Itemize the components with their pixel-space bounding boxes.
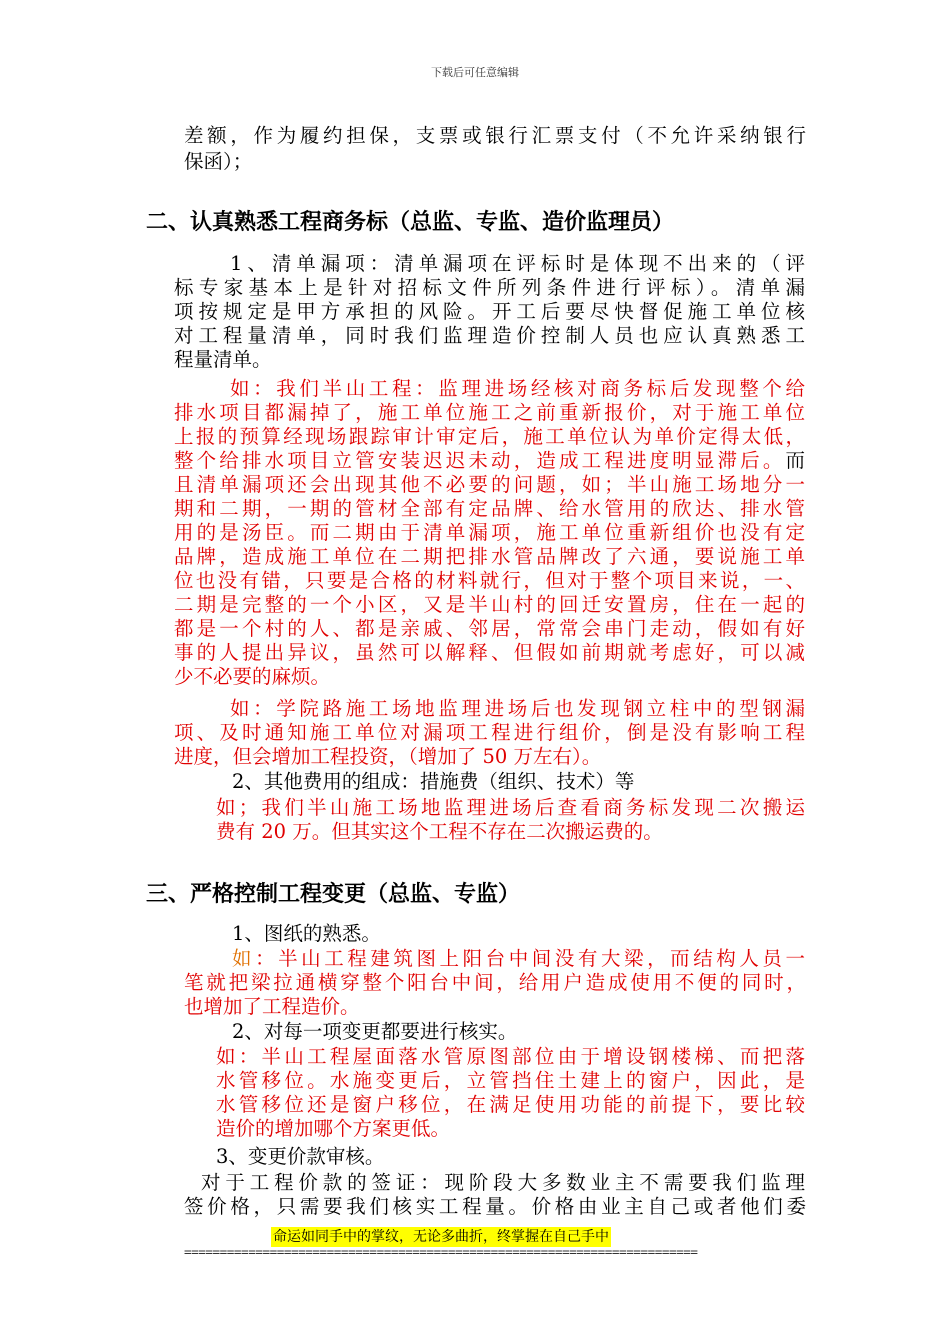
text-line: 1、图纸的熟悉。 [232,922,381,945]
text-line: 1、清单漏项：清单漏项在评标时是体现不出来的（评 [230,252,810,275]
example-line: 也增加了工程造价。 [184,995,360,1018]
text-line: 3、变更价款审核。 [216,1145,385,1168]
text-line: 对于工程价款的签证：现阶段大多数业主不需要我们监理 [201,1171,810,1194]
text-line: 程量清单。 [174,348,272,371]
example-line: 如：学院路施工场地监理进场后也发现钢立柱中的型钢漏 [230,697,809,720]
example-line: 水管移位。水施变更后，立管挡住土建上的窗户，因此，是 [216,1069,809,1092]
example-line: 水管移位还是窗户移位，在满足使用功能的前提下，要比较 [216,1093,809,1116]
text-line: 项按规定是甲方承担的风险。开工后要尽快督促施工单位核 [174,300,810,323]
example-line: 费有 20 万。但其实这个工程不存在二次搬运费的。 [216,820,663,843]
example-line: 事的人提出异议，虽然可以解释、但假如前期就考虑好，可以减 [174,641,809,664]
section-heading: 三、严格控制工程变更（总监、专监） [146,881,521,907]
text-line: 2、其他费用的组成：措施费（组织、技术）等 [232,770,635,793]
text-line: 保函）； [184,150,253,173]
example-line: 品牌，造成施工单位在二期把排水管品牌改了六通，要说施工单 [174,545,809,568]
page-header: 下载后可任意编辑 [431,66,519,79]
example-line: 位也没有错，只要是合格的材料就行，但对于整个项目来说，一、 [174,569,808,592]
example-line: 项、及时通知施工单位对漏项工程进行组价，倒是没有影响工程 [174,721,809,744]
example-text: ：半山工程建筑图上阳台中间没有大梁，而结构人员一 [255,947,809,970]
section-heading: 二、认真熟悉工程商务标（总监、专监、造价监理员） [146,209,675,235]
text-line: 签价格，只需要我们核实工程量。价格由业主自己或者他们委 [184,1195,810,1218]
example-line [174,449,809,473]
example-line: 期和二期，一期的管材全部有定品牌、给水管用的欣达、排水管 [174,497,809,520]
example-line: 用的是汤臣。而二期由于清单漏项，施工单位重新组价也没有定 [174,521,809,544]
example-text: 整个给排水项目立管安装迟迟未动，造成工程进度明显滞后。 [174,449,786,472]
text-line: 差额，作为履约担保，支票或银行汇票支付（不允许采纳银行 [184,124,810,147]
text-line: 对工程量清单，同时我们监理造价控制人员也应认真熟悉工 [174,324,810,347]
example-line: 进度，但会增加工程投资，（增加了 50 万左右）。 [174,745,602,768]
example-line [232,947,809,971]
footer-motto: 命运如同手中的掌纹，无论多曲折，终掌握在自己手中 [273,1229,609,1245]
example-line: 二期是完整的一个小区，又是半山村的回迁安置房，住在一起的 [174,593,809,616]
text-line: 2、对每一项变更都要进行核实。 [232,1020,518,1043]
example-line: 造价的增加哪个方案更低。 [216,1117,451,1140]
example-line: 排水项目都漏掉了，施工单位施工之前重新报价，对于施工单位 [174,401,809,424]
example-line: 上报的预算经现场跟踪审计审定后，施工单位认为单价定得太低， [174,425,808,448]
footer-separator: ======================================================================== [184,1244,698,1259]
text-line: 标专家基本上是针对招标文件所列条件进行评标）。清单漏 [174,276,811,299]
example-line: 如；我们半山施工场地监理进场后查看商务标发现二次搬运 [216,796,809,819]
example-text-orange: 如 [232,947,256,970]
example-line: 都是一个村的人、都是亲戚、邻居，常常会串门走动，假如有好 [174,617,809,640]
example-text-black: 而 [785,449,809,472]
example-line: 如：半山工程屋面落水管原图部位由于增设钢楼梯、而把落 [216,1045,809,1068]
example-line: 如：我们半山工程：监理进场经核对商务标后发现整个给 [230,377,809,400]
example-line: 少不必要的麻烦。 [174,665,331,688]
example-line: 笔就把梁拉通横穿整个阳台中间，给用户造成使用不便的同时， [184,971,809,994]
example-line: 且清单漏项还会出现其他不必要的问题，如；半山施工场地分一 [174,473,809,496]
